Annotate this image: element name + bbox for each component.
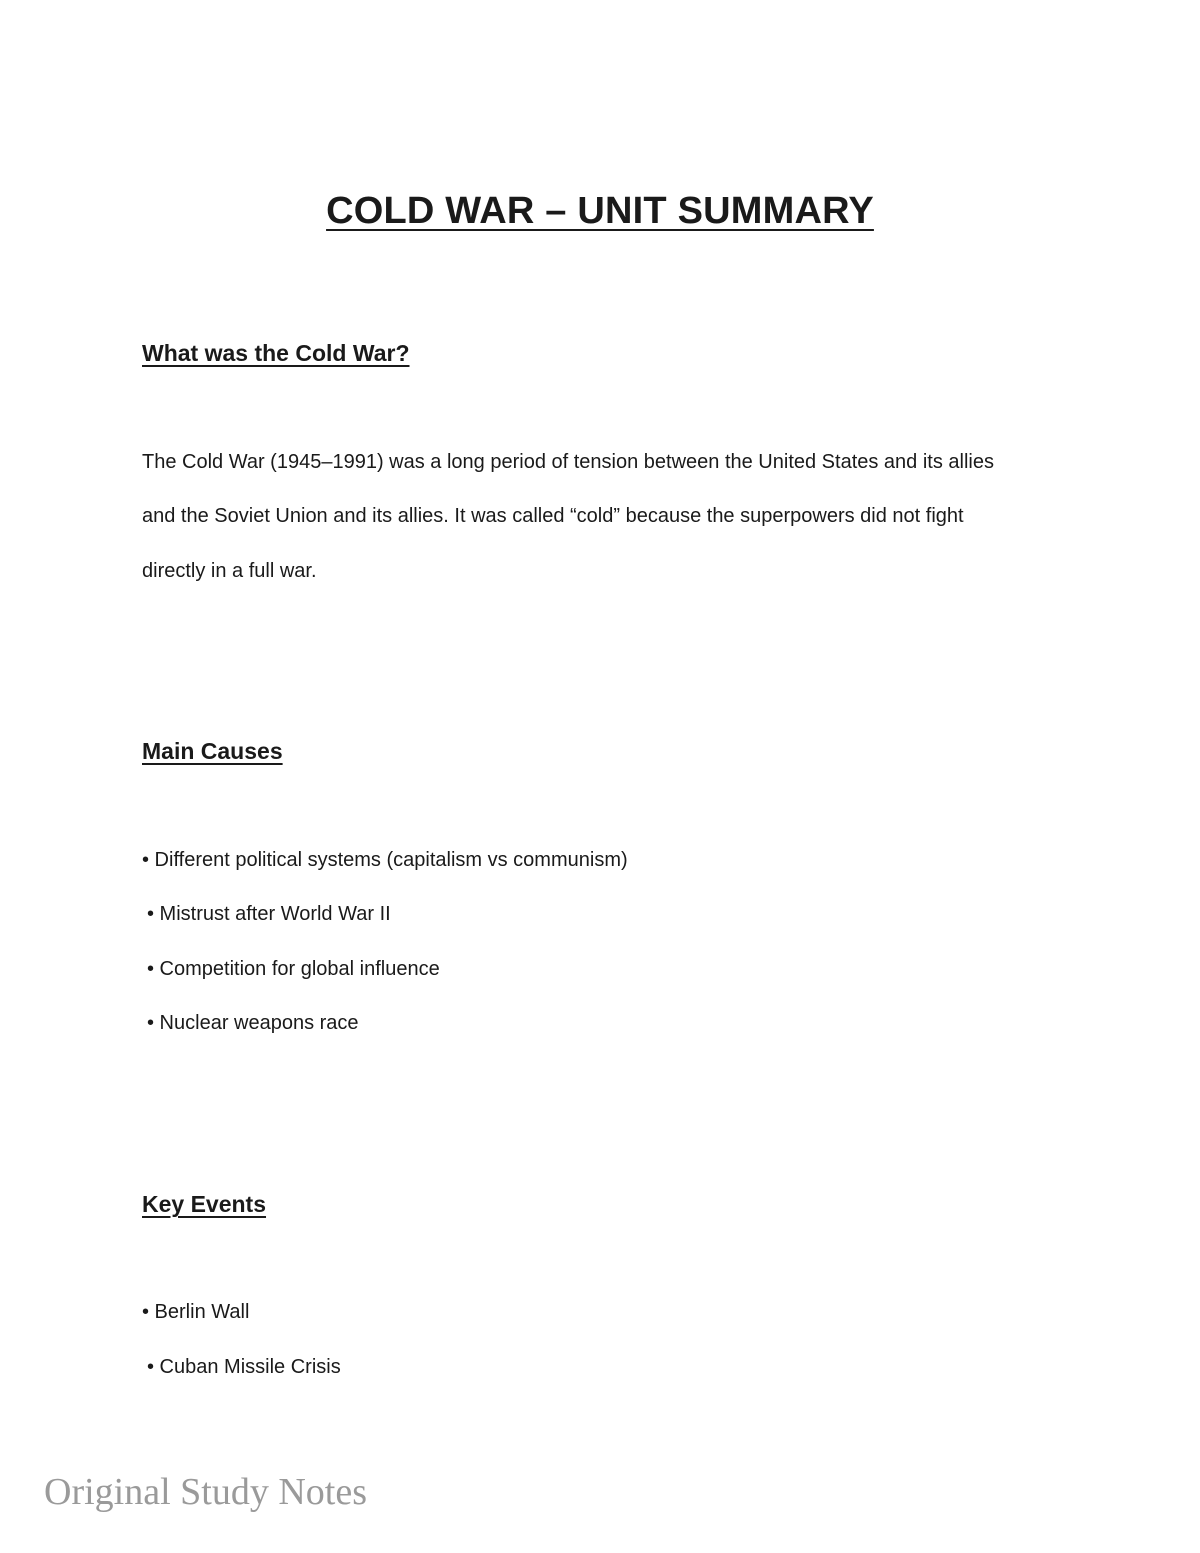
list-item: • Berlin Wall (142, 1301, 250, 1323)
list-item: • Nuclear weapons race (147, 1012, 359, 1034)
paragraph-line: The Cold War (1945–1991) was a long period of tension between the United States and its allies (142, 451, 994, 473)
watermark: Original Study Notes (44, 1471, 367, 1513)
section-heading-causes: Main Causes (142, 738, 283, 764)
section-heading-what: What was the Cold War? (142, 340, 410, 366)
list-item: • Competition for global influence (147, 958, 440, 980)
list-item: • Cuban Missile Crisis (147, 1356, 341, 1378)
page-title: COLD WAR – UNIT SUMMARY (326, 190, 874, 232)
section-heading-events: Key Events (142, 1191, 267, 1217)
paragraph-line: and the Soviet Union and its allies. It was called “cold” because the superpowers did not fight (142, 505, 964, 527)
list-item: • Different political systems (capitalism vs communism) (142, 849, 628, 871)
list-item: • Mistrust after World War II (147, 903, 391, 925)
paragraph-line: directly in a full war. (142, 560, 317, 582)
